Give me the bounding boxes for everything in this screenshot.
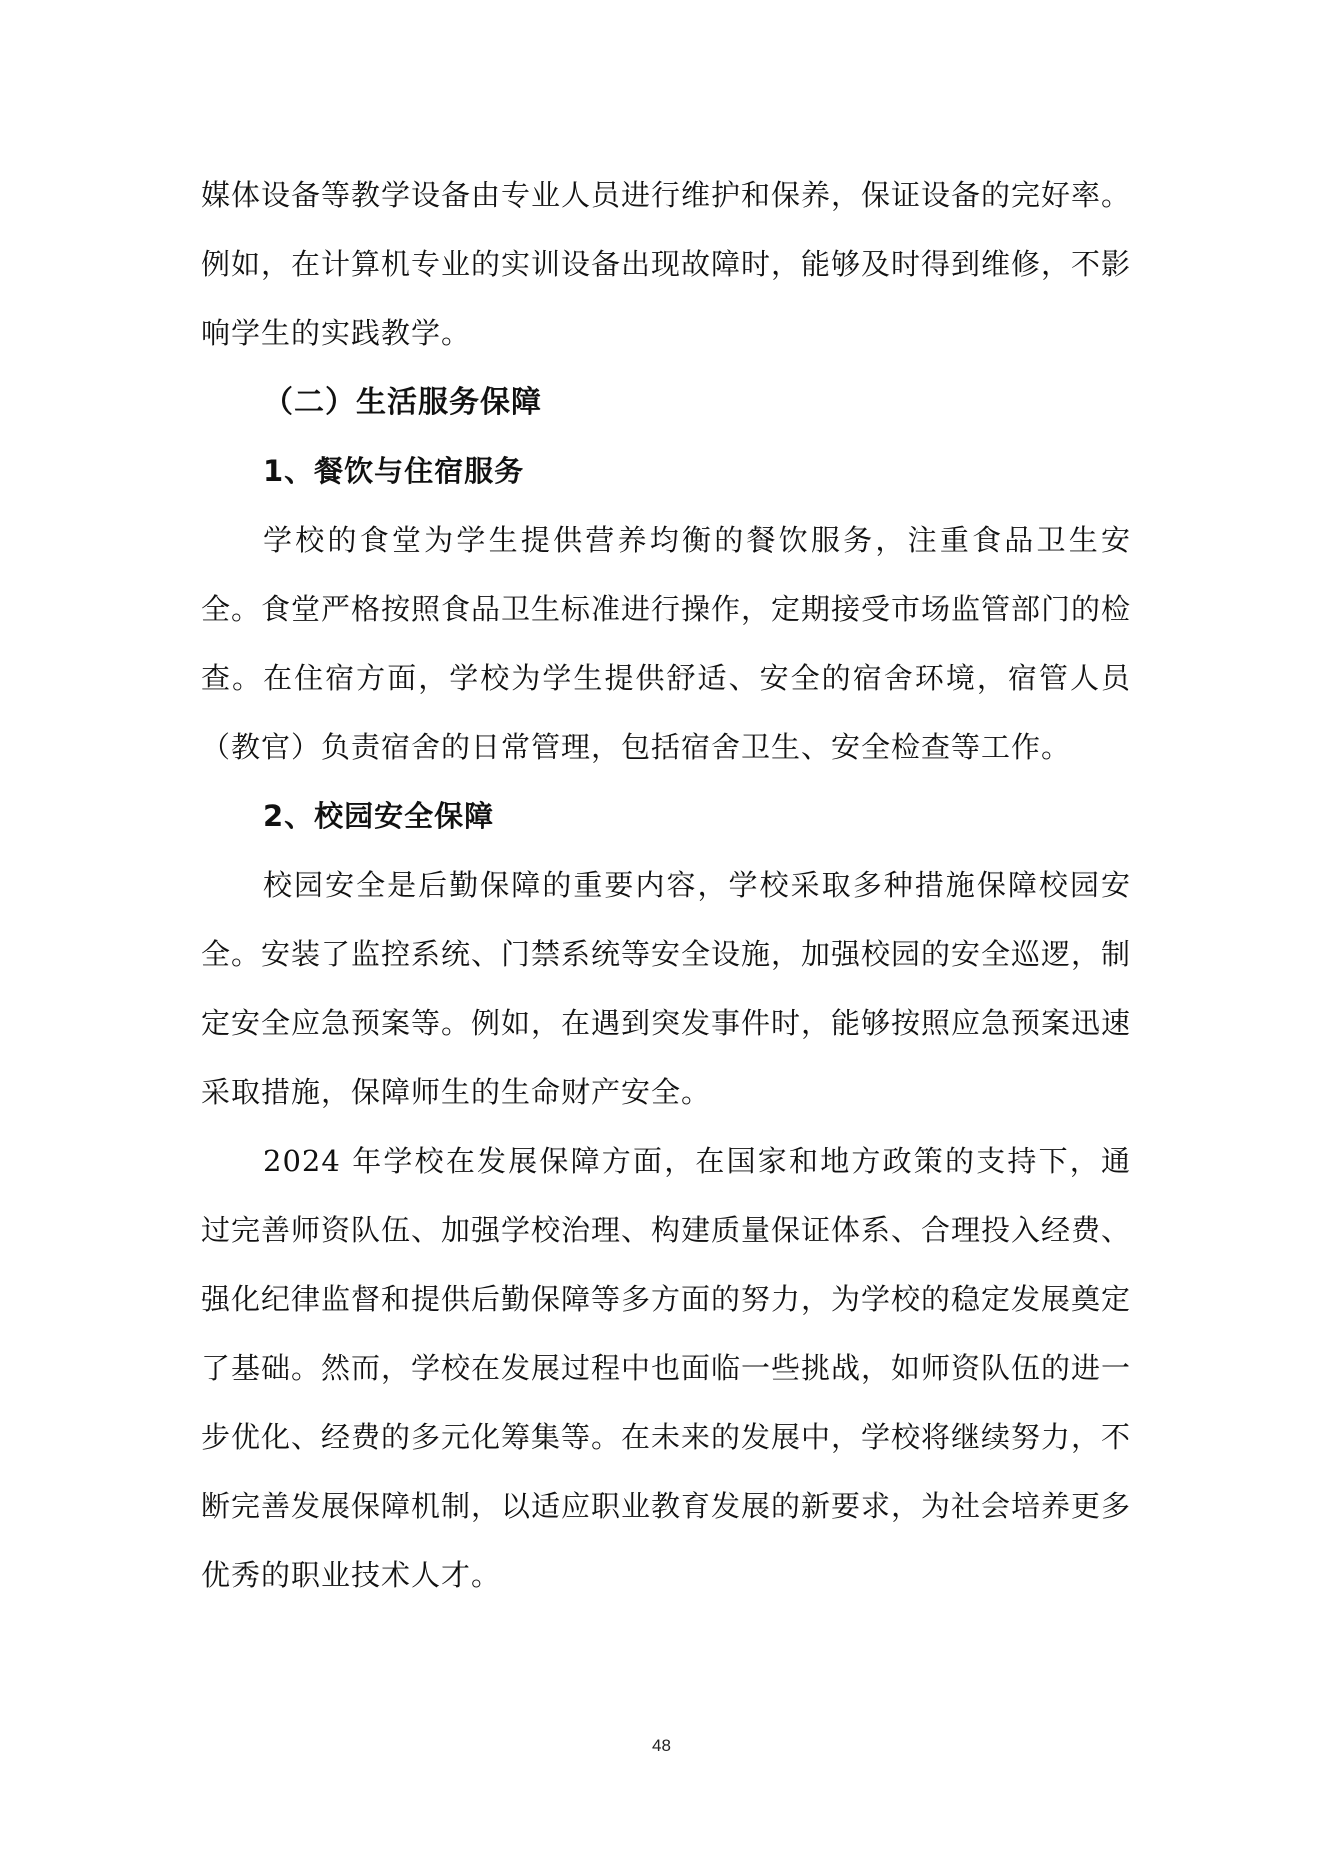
paragraph-summary: 2024 年学校在发展保障方面，在国家和地方政策的支持下，通过完善师资队伍、加强学校治理、构建质量保证体系、合理投入经费、强化纪律监督和提供后勤保障等多方面的努力，为学校的稳定发展奠定了基础。然而，学校在发展过程中也面临一些挑战，如师资队伍的进一步优化、经费的多元化筹集等。在未来的发展中，学校将继续努力，不断完善发展保障机制，以适应职业教育发展的新要求，为社会培养更多优秀的职业技术人才。 — [201, 1144, 1132, 1592]
section-heading-life-services: （二）生活服务保障 — [263, 385, 542, 420]
paragraph-campus-safety: 校园安全是后勤保障的重要内容，学校采取多种措施保障校园安全。安装了监控系统、门禁系统等安全设施，加强校园的安全巡逻，制定安全应急预案等。例如，在遇到突发事件时，能够按照应急预案迅速采取措施，保障师生的生命财产安全。 — [201, 868, 1132, 1109]
paragraph-continuation: 媒体设备等教学设备由专业人员进行维护和保养，保证设备的完好率。例如，在计算机专业的实训设备出现故障时，能够及时得到维修，不影响学生的实践教学。 — [201, 178, 1132, 350]
subheading-campus-safety: 2、校园安全保障 — [263, 799, 495, 833]
document-body — [201, 161, 1131, 1610]
subheading-food-housing: 1、餐饮与住宿服务 — [263, 454, 525, 488]
paragraph-food-housing: 学校的食堂为学生提供营养均衡的餐饮服务，注重食品卫生安全。食堂严格按照食品卫生标准进行操作，定期接受市场监管部门的检查。在住宿方面，学校为学生提供舒适、安全的宿舍环境，宿管人员（教官）负责宿舍的日常管理，包括宿舍卫生、安全检查等工作。 — [201, 523, 1132, 764]
page-number: 48 — [652, 1736, 671, 1755]
